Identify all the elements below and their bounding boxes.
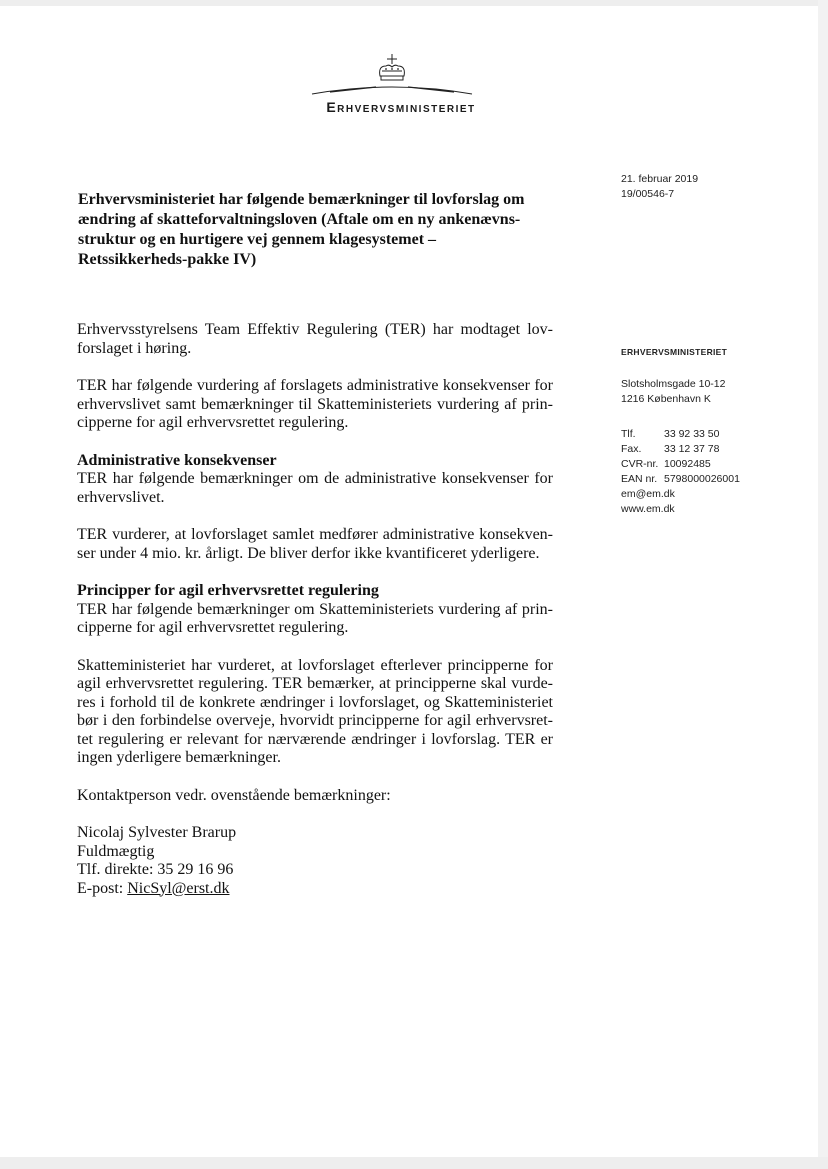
contact-value: 33 92 33 50 <box>664 428 720 440</box>
address-street: Slotsholmsgade 10-12 <box>621 378 726 390</box>
signature-phone: Tlf. direkte: 35 29 16 96 <box>77 861 234 878</box>
contact-label: EAN nr. <box>621 473 658 485</box>
page-bottom-border <box>0 1157 828 1169</box>
crown-icon <box>292 54 502 99</box>
contact-value: 10092485 <box>664 458 711 470</box>
page-top-border <box>0 0 828 6</box>
contact-email[interactable]: em@em.dk <box>621 488 675 500</box>
sender-address <box>621 377 725 407</box>
contact-row-ean <box>621 472 740 487</box>
contact-row-phone <box>621 427 740 442</box>
contact-row-cvr <box>621 457 740 472</box>
letter-body <box>77 321 553 898</box>
signature-role: Fuldmægtig <box>77 842 155 860</box>
signature-email-line <box>77 880 553 899</box>
letter-title: Erhvervsministeriet har følgende bemærkninger til lovforslag om ændring af skatteforvaltningsloven (Aftale om en ny ankenævns-struktur og en hurtigere vej gennem klagesystemet – Retssikkerheds-pakke IV) <box>78 191 525 268</box>
signature-name: Nicolaj Sylvester Brarup <box>77 824 237 841</box>
signature-email-label: E-post: <box>77 879 128 897</box>
heading-principles: Principper for agil erhvervsrettet regulering <box>77 582 379 599</box>
contact-label: Tlf. <box>621 428 636 440</box>
paragraph-consequences: TER vurderer, at lovforslaget samlet medfører administrative konsekven-ser under 4 mio. kr. årligt. De bliver derfor ikke kvantificeret yderligere. <box>77 526 553 562</box>
paragraph-evaluation: Skatteministeriet har vurderet, at lovforslaget efterlever principperne for agil erhvervsrettet regulering. TER bemærker, at principperne skal vurde-res i forhold til de konkrete ændringer i lovforslaget, og Skatteministeriet bør i den forbindelse overveje, hvorvidt principperne for agil erhvervsret-tet regulering er relevant for nærværende ændringer i lovforslag. TER er ingen yderligere bemærkninger. <box>77 656 553 766</box>
contact-row-fax <box>621 442 740 457</box>
letter-meta <box>621 172 698 202</box>
paragraph-assessment: TER har følgende vurdering af forslagets administrative konsekvenser for erhvervslivet samt bemærkninger til Skatteministeriets vurdering af prin-cipperne for agil erhvervsrettet regulering. <box>77 377 553 431</box>
letter-date: 21. februar 2019 <box>621 173 699 185</box>
sender-contact <box>621 427 740 517</box>
paragraph-principles: TER har følgende bemærkninger om Skatteministeriets vurdering af prin-cipperne for agil erhvervsrettet regulering. <box>77 600 553 636</box>
contact-value: 5798000026001 <box>664 473 740 485</box>
paragraph-intro: Erhvervsstyrelsens Team Effektiv Regulering (TER) har modtaget lov-forslaget i høring. <box>77 321 553 357</box>
page-right-border <box>818 0 828 1169</box>
ministry-logo <box>292 54 502 124</box>
logo-text: Erhvervsministeriet <box>326 99 476 115</box>
address-city: 1216 København K <box>621 393 711 405</box>
signature-block <box>77 824 553 898</box>
contact-website[interactable]: www.em.dk <box>621 503 675 515</box>
letter-reference: 19/00546-7 <box>621 188 675 200</box>
paragraph-administrative: TER har følgende bemærkninger om de administrative konsekvenser for erhvervslivet. <box>77 470 553 506</box>
contact-value: 33 12 37 78 <box>664 443 720 455</box>
contact-label: CVR-nr. <box>621 458 659 470</box>
paragraph-contact: Kontaktperson vedr. ovenstående bemærkninger: <box>77 786 391 804</box>
heading-administrative: Administrative konsekvenser <box>77 451 277 469</box>
signature-email-link[interactable]: NicSyl@erst.dk <box>127 879 230 897</box>
sender-organisation: ERHVERVSMINISTERIET <box>621 347 728 357</box>
contact-label: Fax. <box>621 443 642 455</box>
